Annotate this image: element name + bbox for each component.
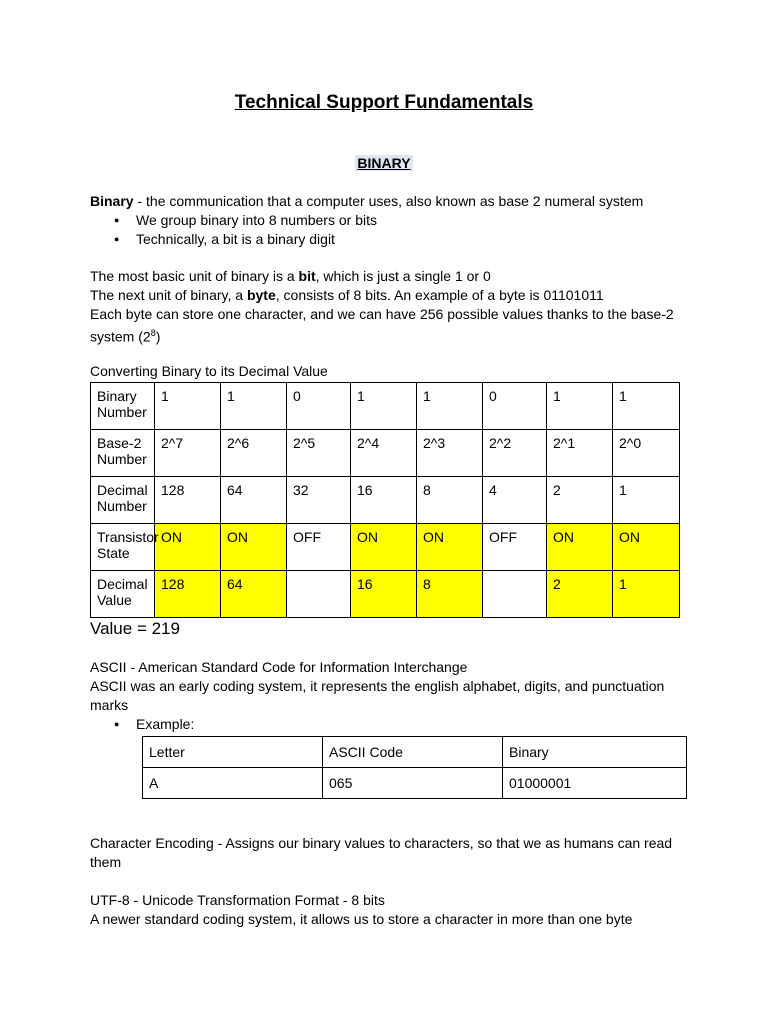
binary-term: Binary bbox=[90, 193, 134, 209]
cell: 1 bbox=[613, 477, 680, 524]
cell: 1 bbox=[547, 383, 613, 430]
cell: 2^1 bbox=[547, 430, 613, 477]
char-line-2-post: ) bbox=[155, 328, 161, 345]
cell: A bbox=[143, 768, 323, 799]
column-header: Binary bbox=[503, 737, 687, 768]
ascii-table bbox=[142, 736, 687, 799]
bit-line-post: , which is just a single 1 or 0 bbox=[315, 268, 491, 284]
cell: 1 bbox=[351, 383, 417, 430]
ascii-description-2: marks bbox=[90, 697, 129, 713]
cell: 0 bbox=[287, 383, 351, 430]
cell: 2^3 bbox=[417, 430, 483, 477]
conversion-row bbox=[91, 477, 680, 524]
section-heading bbox=[0, 155, 768, 171]
character-line-1: Each byte can store one character, and we can have 256 possible values thanks to the base-2 bbox=[90, 306, 674, 322]
column-header: Letter bbox=[143, 737, 323, 768]
ascii-line: ASCII - American Standard Code for Information Interchange bbox=[90, 659, 468, 675]
binary-bullet-2 bbox=[114, 230, 335, 249]
char-line-2-pre: system (2 bbox=[90, 328, 151, 345]
cell: 2^7 bbox=[155, 430, 221, 477]
cell: 2^2 bbox=[483, 430, 547, 477]
cell: ON bbox=[155, 524, 221, 571]
byte-term: byte bbox=[246, 287, 276, 303]
byte-line-pre: The next unit of binary, a bbox=[90, 287, 247, 303]
value-total: Value = 219 bbox=[90, 619, 180, 638]
section-heading-text: BINARY bbox=[357, 155, 411, 171]
bit-line bbox=[90, 267, 491, 286]
cell: ON bbox=[547, 524, 613, 571]
cell: 4 bbox=[483, 477, 547, 524]
cell: 1 bbox=[417, 383, 483, 430]
cell: 2 bbox=[547, 477, 613, 524]
binary-definition bbox=[90, 192, 643, 211]
cell: 128 bbox=[155, 571, 221, 618]
cell: 2^0 bbox=[613, 430, 680, 477]
character-line-2 bbox=[90, 324, 160, 347]
bullet-text: Technically, a bit is a binary digit bbox=[136, 231, 335, 247]
cell: 01000001 bbox=[503, 768, 687, 799]
cell: ON bbox=[351, 524, 417, 571]
character-encoding-line-1: Character Encoding - Assigns our binary values to characters, so that we as humans can read bbox=[90, 835, 673, 851]
row-label: Decimal Number bbox=[91, 477, 155, 524]
example-bullet bbox=[114, 715, 195, 734]
row-label: Base-2 Number bbox=[91, 430, 155, 477]
cell: ON bbox=[417, 524, 483, 571]
utf8-line: UTF-8 - Unicode Transformation Format - 8 bits bbox=[90, 892, 385, 908]
cell: 2^5 bbox=[287, 430, 351, 477]
cell: 128 bbox=[155, 477, 221, 524]
byte-line-post: , consists of 8 bits. An example of a byte is 01101011 bbox=[275, 287, 604, 303]
cell: 1 bbox=[221, 383, 287, 430]
cell: 2 bbox=[547, 571, 613, 618]
cell: OFF bbox=[287, 524, 351, 571]
cell: 64 bbox=[221, 571, 287, 618]
bullet-icon: ● bbox=[114, 234, 120, 244]
cell bbox=[287, 571, 351, 618]
binary-bullet-1 bbox=[114, 211, 377, 230]
character-encoding-line-2: them bbox=[90, 854, 122, 870]
bit-line-pre: The most basic unit of binary is a bbox=[90, 268, 299, 284]
cell: 065 bbox=[323, 768, 503, 799]
row-label: Binary Number bbox=[91, 383, 155, 430]
exponent: 8 bbox=[150, 328, 156, 338]
ascii-header-row bbox=[143, 737, 687, 768]
binary-conversion-table bbox=[90, 382, 680, 618]
bit-term: bit bbox=[298, 268, 316, 284]
column-header: ASCII Code bbox=[323, 737, 503, 768]
utf8-description: A newer standard coding system, it allows us to store a character in more than one byte bbox=[90, 911, 633, 927]
binary-definition-text: - the communication that a computer uses, also known as base 2 numeral system bbox=[133, 193, 644, 209]
cell: 16 bbox=[351, 477, 417, 524]
cell: 16 bbox=[351, 571, 417, 618]
cell: 1 bbox=[155, 383, 221, 430]
cell: 1 bbox=[613, 571, 680, 618]
page-title: Technical Support Fundamentals bbox=[234, 92, 534, 113]
row-label: Decimal Value bbox=[91, 571, 155, 618]
conversion-row bbox=[91, 524, 680, 571]
cell: 1 bbox=[613, 383, 680, 430]
cell: 32 bbox=[287, 477, 351, 524]
bullet-text: Example: bbox=[136, 716, 195, 732]
cell: 8 bbox=[417, 477, 483, 524]
cell: OFF bbox=[483, 524, 547, 571]
bullet-text: We group binary into 8 numbers or bits bbox=[136, 212, 377, 228]
cell: 0 bbox=[483, 383, 547, 430]
cell: 8 bbox=[417, 571, 483, 618]
cell: ON bbox=[221, 524, 287, 571]
row-label: Transistor State bbox=[91, 524, 155, 571]
conversion-row bbox=[91, 383, 680, 430]
cell bbox=[483, 571, 547, 618]
ascii-description-1: ASCII was an early coding system, it represents the english alphabet, digits, and punctuation bbox=[90, 678, 665, 694]
bullet-icon: ● bbox=[114, 215, 120, 225]
cell: 64 bbox=[221, 477, 287, 524]
conversion-row bbox=[91, 571, 680, 618]
conversion-row bbox=[91, 430, 680, 477]
conversion-caption: Converting Binary to its Decimal Value bbox=[90, 363, 328, 379]
cell: ON bbox=[613, 524, 680, 571]
cell: 2^6 bbox=[221, 430, 287, 477]
byte-line bbox=[90, 286, 604, 305]
ascii-row bbox=[143, 768, 687, 799]
cell: 2^4 bbox=[351, 430, 417, 477]
bullet-icon: ● bbox=[114, 719, 120, 729]
